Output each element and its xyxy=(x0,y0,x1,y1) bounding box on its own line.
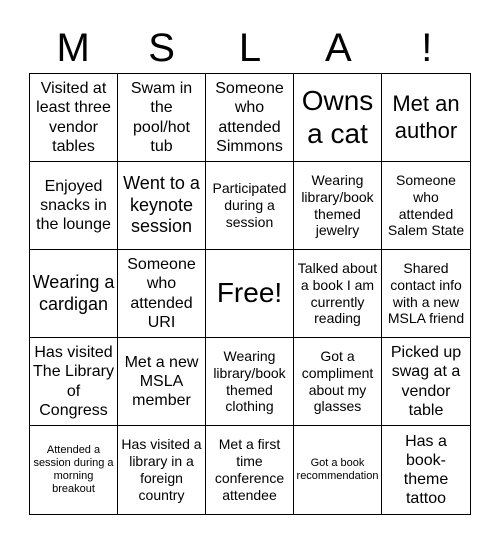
bingo-cell[interactable]: Has a book-theme tattoo xyxy=(403,432,449,508)
header-letter: A xyxy=(325,26,352,70)
bingo-cell[interactable]: Wearing library/book themed clothing xyxy=(206,338,294,426)
bingo-cell[interactable]: Enjoyed snacks in the lounge xyxy=(30,162,118,250)
bingo-cell[interactable]: Has visited The Library of Congress xyxy=(30,338,118,426)
header-letter: M xyxy=(56,26,90,70)
bingo-cell[interactable]: Met an author xyxy=(382,74,470,162)
bingo-cell[interactable]: Someone who attended Simmons xyxy=(206,74,294,162)
header-letter: S xyxy=(148,26,175,70)
header-letter: ! xyxy=(421,26,433,70)
bingo-cell[interactable]: Talked about a book I am currently reading xyxy=(294,250,382,338)
bingo-cell[interactable]: Picked up swag at a vendor table xyxy=(382,338,470,426)
bingo-cell[interactable]: Visited at least three vendor tables xyxy=(30,74,118,162)
bingo-cell[interactable]: Has visited a library in a foreign country xyxy=(118,426,206,514)
bingo-cell[interactable]: Met a first time conference attendee xyxy=(206,426,294,514)
bingo-cell[interactable]: Got a compliment about my glasses xyxy=(294,338,382,426)
bingo-cell[interactable]: Wearing library/book themed jewelry xyxy=(294,162,382,250)
bingo-cell[interactable]: Participated during a session xyxy=(206,162,294,250)
bingo-board xyxy=(29,73,471,515)
bingo-cell[interactable]: Shared contact info with a new MSLA friend xyxy=(382,250,470,338)
bingo-cell[interactable]: Got a book recommendation xyxy=(294,426,382,514)
bingo-cell-free[interactable]: Free! xyxy=(206,250,294,338)
bingo-cell[interactable]: Attended a session during a morning breakout xyxy=(30,426,118,514)
bingo-cell[interactable]: Wearing a cardigan xyxy=(30,250,118,338)
bingo-cell[interactable]: Went to a keynote session xyxy=(118,162,206,250)
bingo-cell[interactable]: Met a new MSLA member xyxy=(118,338,206,426)
bingo-cell[interactable]: Owns a cat xyxy=(294,74,382,162)
bingo-cell[interactable]: Someone who attended URI xyxy=(118,250,206,338)
bingo-cell[interactable]: Someone who attended Salem State xyxy=(382,162,470,250)
header-letter: L xyxy=(238,26,262,70)
bingo-header xyxy=(29,26,471,70)
bingo-cell[interactable]: Swam in the pool/hot tub xyxy=(118,74,206,162)
